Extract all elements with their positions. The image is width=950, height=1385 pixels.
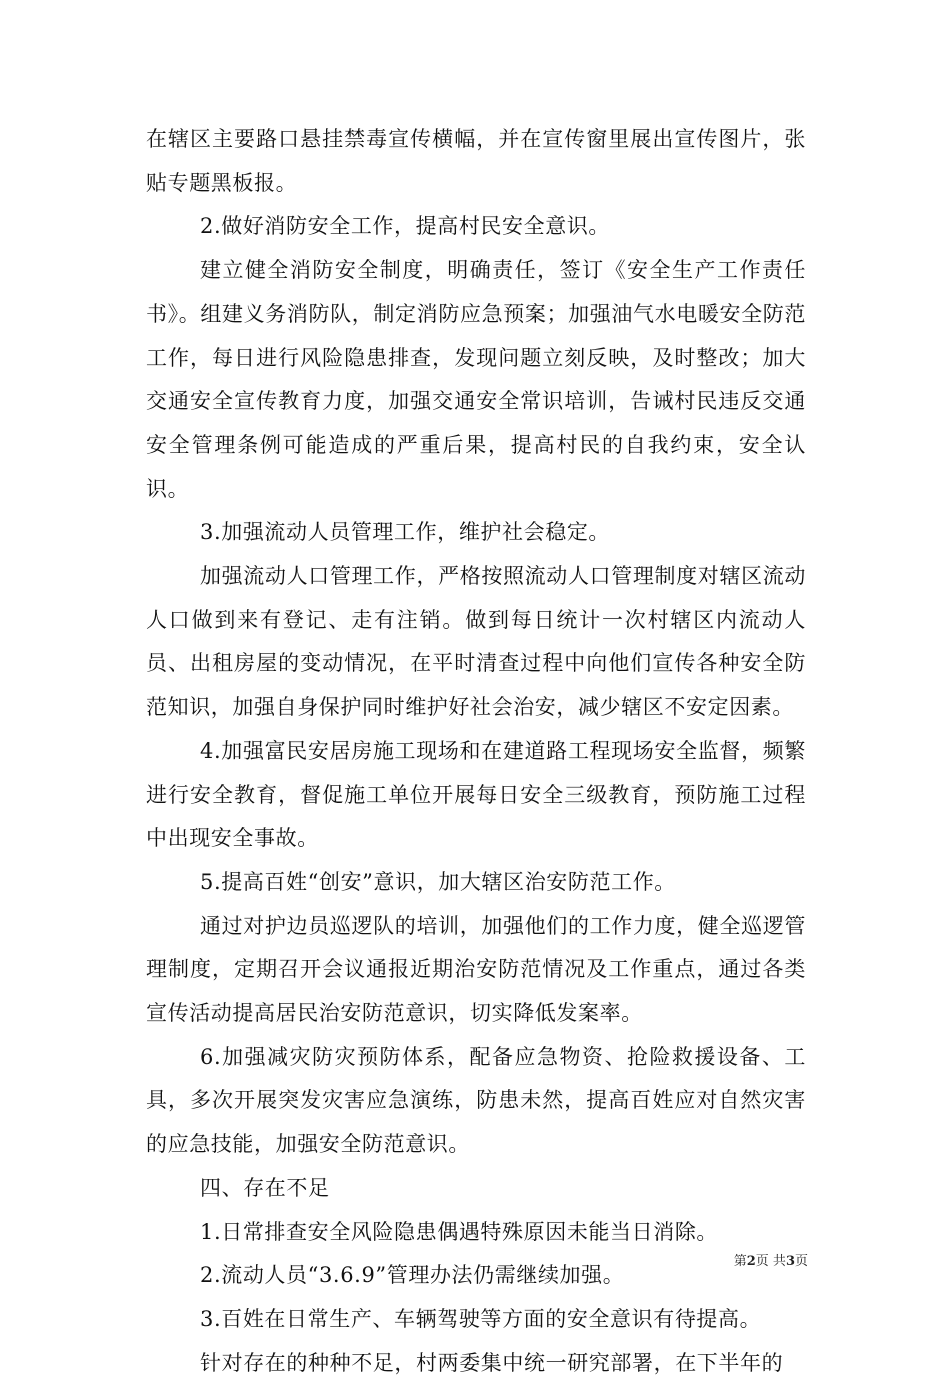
section-heading: 四、存在不足 [200,1175,330,1200]
section-heading: 2.做好消防安全工作，提高村民安全意识。 [200,214,611,239]
section-heading: 3.加强流动人员管理工作，维护社会稳定。 [200,520,611,545]
list-item: 2.流动人员“3.6.9”管理办法仍需继续加强。 [200,1263,625,1288]
paragraph: 针对存在的种种不足，村两委集中统一研究部署，在下半年的 [200,1350,784,1375]
page-footer [0,1250,808,1269]
paragraph: 通过对护边员巡逻队的培训，加强他们的工作力度，健全巡逻管理制度，定期召开会议通报近期治安防范情况及工作重点，通过各类宣传活动提高居民治安防范意识，切实降低发案率。 [146,913,806,1026]
paragraph: 加强流动人口管理工作，严格按照流动人口管理制度对辖区流动人口做到来有登记、走有注销。做到每日统计一次村辖区内流动人员、出租房屋的变动情况，在平时清查过程中向他们宣传各种安全防范知识，加强自身保护同时维护好社会治安，减少辖区不安定因素。 [146,564,806,720]
paragraph: 在辖区主要路口悬挂禁毒宣传横幅，并在宣传窗里展出宣传图片，张贴专题黑板报。 [146,127,806,195]
document-body [146,118,806,1385]
footer-page-number: 2 [746,1254,756,1269]
footer-middle: 页 共 [755,1254,786,1269]
list-item: 3.百姓在日常生产、车辆驾驶等方面的安全意识有待提高。 [200,1306,762,1331]
list-item: 1.日常排查安全风险隐患偶遇特殊原因未能当日消除。 [200,1219,719,1244]
paragraph: 6.加强减灾防灾预防体系，配备应急物资、抢险救援设备、工具，多次开展突发灾害应急演练，防患未然，提高百姓应对自然灾害的应急技能，加强安全防范意识。 [146,1044,806,1157]
footer-suffix: 页 [794,1254,808,1269]
paragraph: 4.加强富民安居房施工现场和在建道路工程现场安全监督，频繁进行安全教育，督促施工单位开展每日安全三级教育，预防施工过程中出现安全事故。 [146,738,806,851]
section-heading: 5.提高百姓“创安”意识，加大辖区治安防范工作。 [200,869,676,894]
footer-total-pages: 3 [785,1254,795,1269]
paragraph: 建立健全消防安全制度，明确责任，签订《安全生产工作责任书》。组建义务消防队，制定消防应急预案；加强油气水电暖安全防范工作，每日进行风险隐患排查，发现问题立刻反映，及时整改；加大交通安全宣传教育力度，加强交通安全常识培训，告诫村民违反交通安全管理条例可能造成的严重后果，提高村民的自我约束，安全认识。 [146,258,806,501]
footer-prefix: 第 [733,1254,747,1269]
